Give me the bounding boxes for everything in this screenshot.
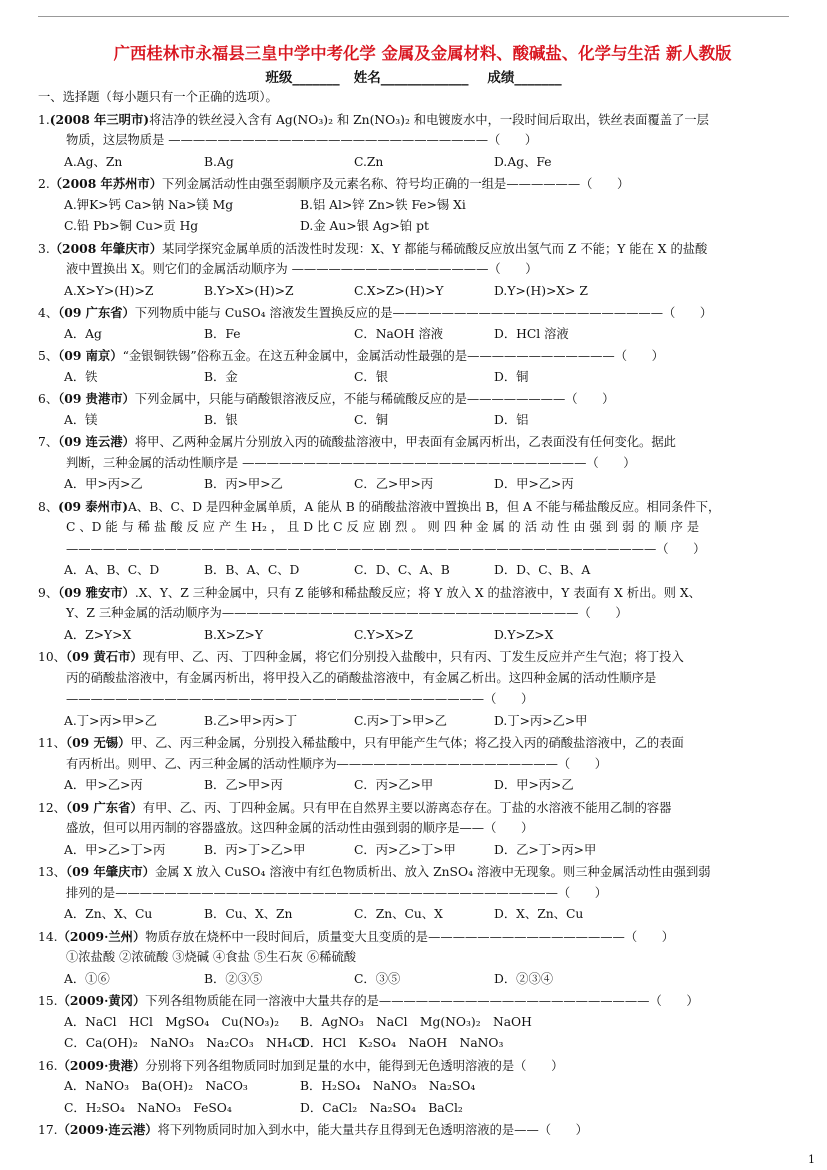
question-10 (38, 646, 787, 668)
question-number: 12、 (38, 800, 66, 815)
option-a[interactable]: A.钾K>钙 Ca>钠 Na>镁 Mg (64, 197, 234, 212)
question-text-continued: 丙的硝酸盐溶液中，有金属丙析出，将甲投入乙的硝酸盐溶液中，有金属乙析出。这四种金属的活动性顺序是 (66, 670, 657, 685)
question-4 (38, 302, 787, 324)
question-text-continued: ①浓盐酸 ②浓硫酸 ③烧碱 ④食盐 ⑤生石灰 ⑥稀硫酸 (66, 950, 357, 964)
question-number: 7、 (38, 435, 59, 449)
question-source: （09 广东省） (58, 305, 135, 320)
question-text: 下列金属活动性由强至弱顺序及元素名称、符号均正确的一组是——————（ ） (162, 177, 630, 191)
option-a[interactable]: A．镁 (64, 412, 98, 427)
question-number: 5、 (38, 349, 59, 363)
option-c[interactable]: C.Y>X>Z (354, 627, 413, 642)
options-row (38, 410, 787, 432)
option-b[interactable]: B．②③⑤ (204, 971, 263, 986)
option-d[interactable]: D．甲>乙>丙 (494, 477, 574, 491)
option-a[interactable]: A.Ag、Zn (64, 154, 123, 169)
question-source: （2009·连云港） (57, 1122, 158, 1137)
option-d[interactable]: D．HCl 溶液 (494, 326, 569, 341)
question-text: “金银铜铁锡”俗称五金。在这五种金属中，金属活动性最强的是————————————（ ） (122, 349, 664, 363)
option-c[interactable]: C．银 (354, 369, 389, 384)
option-a[interactable]: A．A、B、C、D (64, 563, 160, 577)
option-c[interactable]: C．乙>甲>丙 (354, 477, 434, 491)
option-c[interactable]: C．Zn、Cu、X (354, 907, 443, 921)
question-number: 6、 (38, 392, 59, 406)
option-c[interactable]: C.Zn (354, 154, 384, 169)
question-text-continued: 盛放，但可以用丙制的容器盛放。这四种金属的活动性由强到弱的顺序是——（ ） (66, 821, 534, 835)
question-source: （09 南京） (58, 348, 123, 363)
options-row (38, 625, 787, 647)
option-c[interactable]: C．丙>乙>甲 (354, 778, 434, 792)
student-info-line: 班级_______ 姓名_____________ 成绩_______ (265, 70, 562, 86)
options-row (38, 904, 787, 926)
question-number: 4、 (38, 306, 59, 320)
options-row (38, 711, 787, 733)
question-list (38, 87, 787, 1141)
option-d[interactable]: D.Ag、Fe (494, 154, 552, 169)
option-d[interactable]: D.Y>(H)>X> Z (494, 283, 588, 298)
question-text: 下列金属中，只能与硝酸银溶液反应，不能与稀硫酸反应的是————————（ ） (134, 392, 615, 406)
options-row (38, 324, 787, 346)
option-b[interactable]: B.Y>X>(H)>Z (204, 283, 294, 298)
question-text-continued: 判断，三种金属的活动性顺序是 ————————————————————————————（ ） (66, 455, 636, 470)
option-b[interactable]: B.乙>甲>丙>丁 (204, 713, 298, 728)
question-source: (2008 年三明市) (49, 111, 150, 127)
option-d[interactable]: D．铝 (494, 412, 529, 427)
question-text: 下列物质中能与 CuSO₄ 溶液发生置换反应的是——————————————————————（ ） (134, 306, 713, 320)
question-text: 物质存放在烧杯中一段时间后，质量变大且变质的是————————————————（ ） (145, 929, 675, 944)
question-source: (09 泰州市) (58, 498, 129, 514)
question-17 (38, 1119, 787, 1141)
question-text: 将甲、乙两种金属片分别放入丙的硫酸盐溶液中，甲表面有金属丙析出，乙表面没有任何变化。据此 (134, 435, 676, 449)
question-2 (38, 173, 787, 195)
question-11 (38, 732, 787, 754)
option-b[interactable]: B．AgNO₃ NaCl Mg(NO₃)₂ NaOH (300, 1014, 532, 1029)
options-row (38, 474, 787, 496)
option-a[interactable]: A．甲>乙>丙 (64, 778, 143, 792)
question-number: 13、 (38, 865, 66, 879)
option-a[interactable]: A．Z>Y>X (64, 627, 132, 642)
option-d[interactable]: D．②③④ (494, 971, 554, 986)
options-row (38, 1012, 787, 1034)
option-a[interactable]: A．Ag (64, 326, 102, 341)
option-c[interactable]: C.铅 Pb>铜 Cu>贡 Hg (64, 219, 199, 233)
option-c[interactable]: C．③⑤ (354, 971, 401, 986)
options-row (38, 195, 787, 217)
question-text: A、B、C、D 是四种金属单质，A 能从 B 的硝酸盐溶液中置换出 B，但 A 不能与稀盐酸反应。相同条件下， (128, 499, 721, 514)
options-row (38, 1033, 787, 1055)
option-b[interactable]: B.Ag (204, 154, 234, 169)
option-d[interactable]: D.金 Au>银 Ag>铂 pt (300, 219, 429, 233)
question-source: （2009·兰州） (57, 928, 146, 944)
options-row (38, 969, 787, 991)
option-d[interactable]: D．乙>丁>丙>甲 (494, 842, 597, 857)
question-number: 16. (38, 1058, 58, 1073)
options-row (38, 560, 787, 582)
question-source: （09 雅安市） (58, 584, 135, 600)
option-a[interactable]: A．NaCl HCl MgSO₄ Cu(NO₃)₂ (64, 1014, 280, 1029)
question-8 (38, 496, 787, 518)
page-title: 广西桂林市永福县三皇中学中考化学 金属及金属材料、酸碱盐、化学与生活 新人教版 (113, 44, 732, 63)
section-title: 一、选择题（每小题只有一个正确的选项）。 (38, 90, 278, 104)
question-text-continued: 排列的是————————————————————————————————————（ ） (66, 885, 608, 900)
option-d[interactable]: D.丁>丙>乙>甲 (494, 713, 588, 728)
question-text: 下列各组物质能在同一溶液中大量共存的是——————————————————————（ ） (145, 994, 699, 1008)
options-row (38, 1076, 787, 1098)
option-a[interactable]: A.X>Y>(H)>Z (64, 283, 154, 298)
option-a[interactable]: A．NaNO₃ Ba(OH)₂ NaCO₃ (64, 1079, 248, 1093)
options-row (38, 840, 787, 862)
question-text: 甲、乙、丙三种金属，分别投入稀盐酸中，只有甲能产生气体；将乙投入丙的硝酸盐溶液中，乙的表面 (130, 736, 684, 750)
question-number: 15. (38, 994, 58, 1008)
option-b[interactable]: B.X>Z>Y (204, 627, 263, 642)
options-row (38, 152, 787, 174)
option-d[interactable]: D．甲>丙>乙 (494, 778, 574, 792)
question-text-continued: 液中置换出 X。则它们的金属活动顺序为 ————————————————（ ） (66, 262, 538, 276)
options-row (38, 216, 787, 238)
option-a[interactable]: A．①⑥ (64, 971, 110, 986)
question-text: 某同学探究金属单质的活泼性时发现：X、Y 都能与稀硫酸反应放出氢气而 Z 不能；Y 能在 X 的盐酸 (162, 241, 708, 256)
question-number: 1. (38, 112, 50, 127)
question-12 (38, 797, 787, 819)
option-d[interactable]: D．HCl K₂SO₄ NaOH NaNO₃ (300, 1036, 504, 1050)
option-b[interactable]: B．Cu、X、Zn (204, 907, 293, 921)
question-number: 11、 (38, 736, 66, 750)
option-c[interactable]: C．H₂SO₄ NaNO₃ FeSO₄ (64, 1100, 232, 1115)
option-c[interactable]: C．D、C、A、B (354, 563, 450, 577)
question-source: （09 贵港市） (58, 391, 135, 406)
option-b[interactable]: B．H₂SO₄ NaNO₃ Na₂SO₄ (300, 1079, 476, 1093)
option-b[interactable]: B．丙>丁>乙>甲 (204, 842, 306, 857)
page-number: 1 (808, 1153, 815, 1166)
option-d[interactable]: D.Y>Z>X (494, 627, 554, 642)
question-source: （09 黄石市） (65, 649, 143, 664)
question-text: .X、Y、Z 三种金属中，只有 Z 能够和稀盐酸反应；将 Y 放入 X 的盐溶液中，Y 表面有 X 析出。则 X、 (134, 585, 701, 600)
question-number: 8、 (38, 499, 59, 514)
question-6 (38, 388, 787, 410)
question-1 (38, 109, 787, 131)
option-d[interactable]: D．CaCl₂ Na₂SO₄ BaCl₂ (300, 1100, 463, 1115)
question-text: 现有甲、乙、丙、丁四种金属，将它们分别投入盐酸中，只有丙、丁发生反应并产生气泡；将丁投入 (142, 650, 684, 664)
question-3 (38, 238, 787, 260)
question-text: 有甲、乙、丙、丁四种金属。只有甲在自然界主要以游离态存在。丁盐的水溶液不能用乙制的容器 (142, 800, 672, 815)
question-15 (38, 990, 787, 1012)
top-rule (38, 16, 789, 17)
question-number: 14. (38, 929, 58, 944)
question-source: （09 广东省） (65, 799, 143, 815)
options-row (38, 775, 787, 797)
options-row (38, 1098, 787, 1120)
question-text: 将洁净的铁丝浸入含有 Ag(NO₃)₂ 和 Zn(NO₃)₂ 和电镀废水中，一段时间后取出，铁丝表面覆盖了一层 (149, 112, 709, 127)
option-a[interactable]: A．甲>乙>丁>丙 (64, 842, 166, 857)
question-number: 17. (38, 1123, 58, 1137)
question-text-continued: ————————————————————————————————————————————————（ ） (66, 541, 706, 556)
option-a[interactable]: A．Zn、X、Cu (64, 907, 153, 921)
question-7 (38, 431, 787, 453)
question-source: （2009·贵港） (57, 1057, 146, 1073)
option-b[interactable]: B.铝 Al>锌 Zn>铁 Fe>锡 Xi (300, 197, 466, 212)
question-source: （2009·黄冈） (57, 993, 146, 1008)
option-c[interactable]: C．Ca(OH)₂ NaNO₃ Na₂CO₃ NH₄Cl (64, 1036, 306, 1050)
question-text-continued: 有丙析出。则甲、乙、丙三种金属的活动性顺序为——————————————————（ ） (66, 756, 608, 771)
option-c[interactable]: C．铜 (354, 412, 389, 427)
question-14 (38, 926, 787, 948)
option-b[interactable]: B．金 (204, 369, 238, 384)
option-d[interactable]: D．铜 (494, 369, 529, 384)
option-d[interactable]: D．D、C、B、A (494, 563, 591, 577)
option-b[interactable]: B．Fe (204, 326, 241, 341)
question-number: 9、 (38, 585, 59, 600)
question-text: 将下列物质同时加入到水中，能大量共存且得到无色透明溶液的是——（ ） (157, 1123, 588, 1137)
option-a[interactable]: A．铁 (64, 369, 98, 384)
question-text-continued: Y、Z 三种金属的活动顺序为—————————————————————————————（ ） (66, 606, 628, 620)
question-5 (38, 345, 787, 367)
option-b[interactable]: B．乙>甲>丙 (204, 778, 283, 792)
option-b[interactable]: B．B、A、C、D (204, 563, 300, 577)
option-c[interactable]: C．NaOH 溶液 (354, 326, 444, 341)
question-source: （2008 年肇庆市） (49, 240, 163, 256)
question-16 (38, 1055, 787, 1077)
question-source: （09 年肇庆市） (65, 864, 155, 879)
option-c[interactable]: C.X>Z>(H)>Y (354, 283, 444, 298)
option-b[interactable]: B．银 (204, 412, 238, 427)
option-d[interactable]: D．X、Zn、Cu (494, 907, 584, 921)
question-text-continued: ——————————————————————————————————（ ） (66, 692, 534, 706)
question-13 (38, 861, 787, 883)
question-text: 金属 X 放入 CuSO₄ 溶液中有红色物质析出、放入 ZnSO₄ 溶液中无现象。则三种金属活动性由强到弱 (154, 865, 711, 879)
question-text-continued: C 、D 能 与 稀 盐 酸 反 应 产 生 H₂ ， 且 D 比 C 反 应 剧 烈 。 则 四 种 金 属 的 活 动 性 由 强 到 弱 的 顺 序 是 (66, 520, 700, 534)
option-a[interactable]: A.丁>丙>甲>乙 (64, 713, 157, 728)
options-row (38, 367, 787, 389)
question-text: 分别将下列各组物质同时加到足量的水中，能得到无色透明溶液的是（ ） (145, 1058, 564, 1073)
question-source: （09 连云港） (58, 434, 135, 449)
question-number: 3. (38, 241, 50, 256)
question-text-continued: 物质，这层物质是 ——————————————————————————（ ） (66, 133, 538, 147)
question-source: （09 无锡） (65, 735, 131, 750)
option-c[interactable]: C．丙>乙>丁>甲 (354, 842, 456, 857)
option-c[interactable]: C.丙>丁>甲>乙 (354, 713, 447, 728)
question-9 (38, 582, 787, 604)
option-a[interactable]: A．甲>丙>乙 (64, 477, 143, 491)
question-number: 10、 (38, 650, 66, 664)
question-number: 2. (38, 177, 50, 191)
option-b[interactable]: B．丙>甲>乙 (204, 477, 283, 491)
options-row (38, 281, 787, 303)
question-source: （2008 年苏州市） (49, 176, 163, 191)
